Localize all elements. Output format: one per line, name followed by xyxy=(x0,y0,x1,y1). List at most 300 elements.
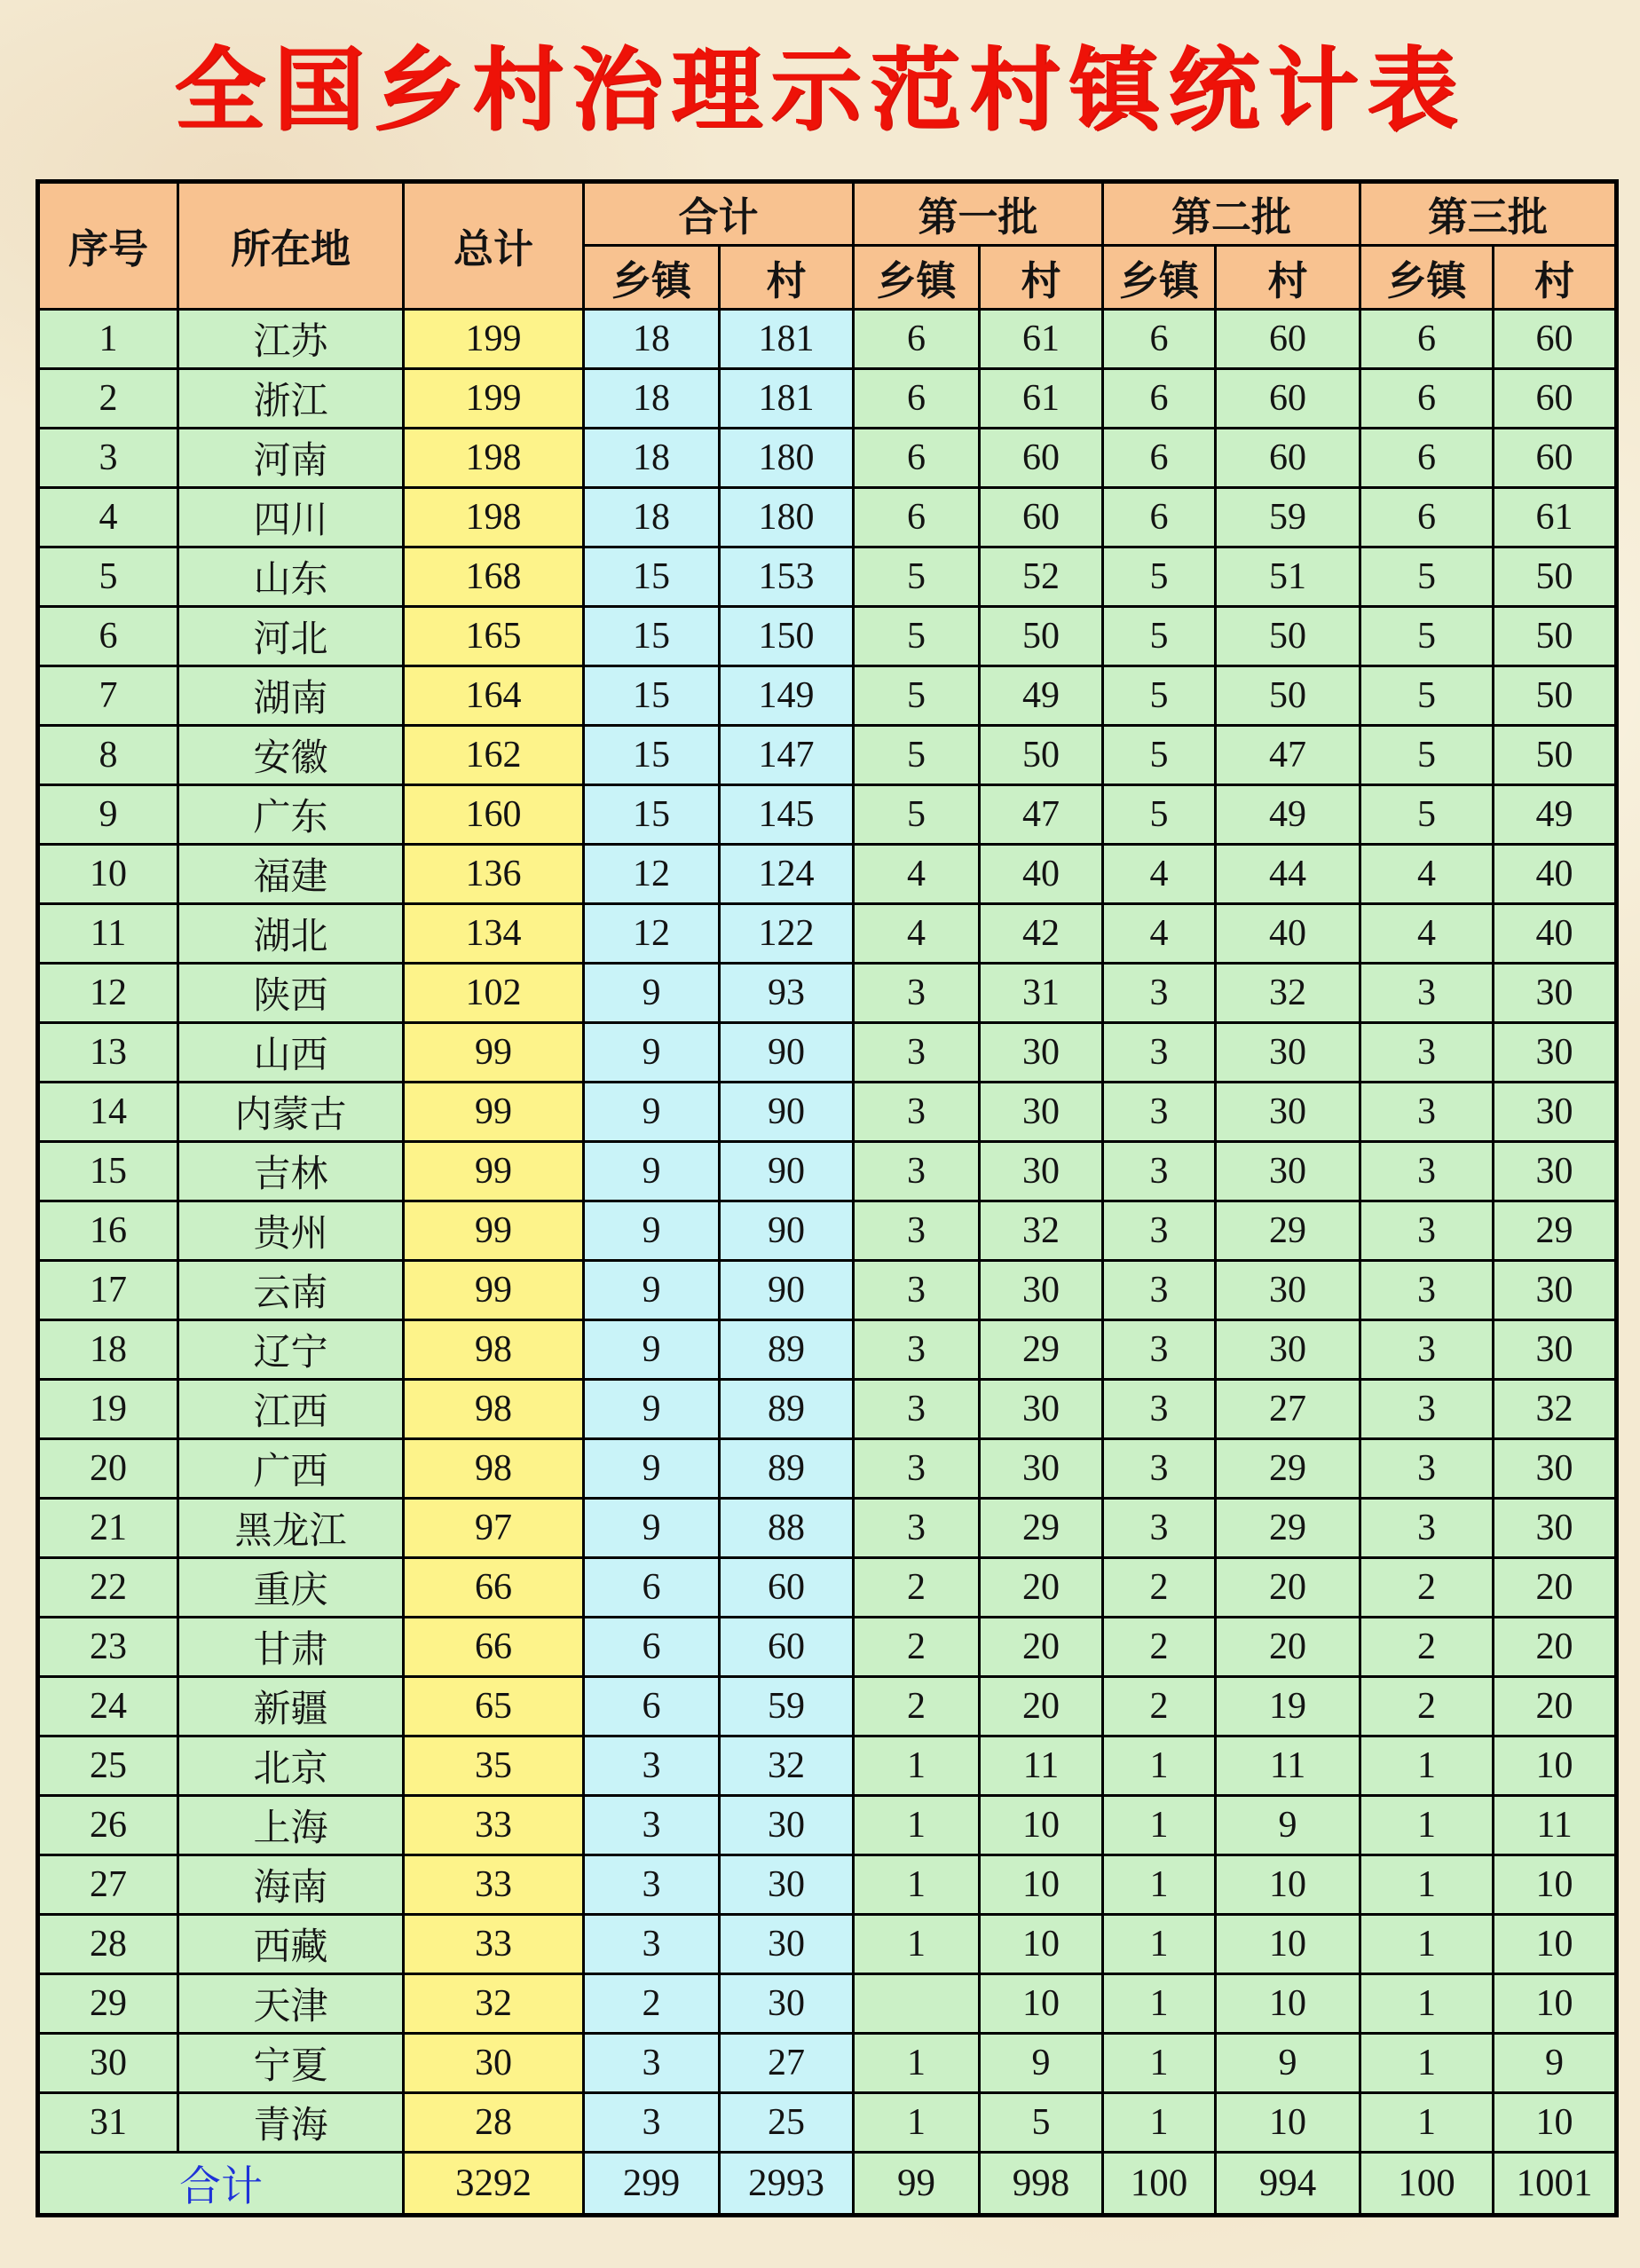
batch1-township-cell: 6 xyxy=(854,309,980,368)
grand-total-cell: 97 xyxy=(404,1498,584,1557)
batch1-township-cell: 3 xyxy=(854,1260,980,1319)
batch1-village-cell: 20 xyxy=(980,1617,1103,1676)
province-cell: 吉林 xyxy=(178,1141,404,1201)
serial-cell: 4 xyxy=(38,487,178,547)
province-cell: 山东 xyxy=(178,547,404,606)
grand-total-cell: 160 xyxy=(404,784,584,844)
grand-total-cell: 198 xyxy=(404,487,584,547)
serial-cell: 3 xyxy=(38,428,178,487)
grand-total-cell: 164 xyxy=(404,665,584,725)
serial-cell: 14 xyxy=(38,1082,178,1141)
batch3-village-cell: 30 xyxy=(1494,1319,1617,1379)
batch2-village-cell: 20 xyxy=(1216,1557,1360,1617)
heji-village-cell: 89 xyxy=(720,1438,854,1498)
grand-total-cell: 28 xyxy=(404,2092,584,2152)
batch1-village-cell: 40 xyxy=(980,844,1103,903)
batch1-township-cell: 2 xyxy=(854,1617,980,1676)
batch2-township-cell: 6 xyxy=(1103,368,1216,428)
batch3-village-cell: 30 xyxy=(1494,1498,1617,1557)
heji-village-cell: 181 xyxy=(720,368,854,428)
province-cell: 上海 xyxy=(178,1795,404,1855)
batch3-village-cell: 30 xyxy=(1494,1438,1617,1498)
batch1-township-cell: 3 xyxy=(854,1141,980,1201)
batch2-township-cell: 3 xyxy=(1103,1201,1216,1260)
batch2-village-cell: 50 xyxy=(1216,665,1360,725)
batch1-village-cell: 60 xyxy=(980,428,1103,487)
grand-total-cell: 65 xyxy=(404,1676,584,1736)
header-batch2-township: 乡镇 xyxy=(1103,245,1216,309)
batch2-township-cell: 3 xyxy=(1103,963,1216,1022)
heji-township-cell: 12 xyxy=(584,903,720,963)
grand-total-cell: 198 xyxy=(404,428,584,487)
batch3-township-cell: 5 xyxy=(1360,784,1494,844)
header-group-batch2: 第二批 xyxy=(1103,181,1360,245)
province-cell: 山西 xyxy=(178,1022,404,1082)
batch2-township-cell: 3 xyxy=(1103,1379,1216,1438)
batch2-township-cell: 3 xyxy=(1103,1022,1216,1082)
batch2-township-cell: 1 xyxy=(1103,2033,1216,2092)
batch1-township-cell: 3 xyxy=(854,1498,980,1557)
batch3-village-cell: 61 xyxy=(1494,487,1617,547)
batch1-village-cell: 30 xyxy=(980,1022,1103,1082)
table-row xyxy=(38,547,1617,606)
heji-township-cell: 3 xyxy=(584,1914,720,1973)
province-cell: 广西 xyxy=(178,1438,404,1498)
total-batch2-township: 100 xyxy=(1103,2152,1216,2215)
batch2-township-cell: 2 xyxy=(1103,1557,1216,1617)
heji-village-cell: 60 xyxy=(720,1617,854,1676)
batch1-township-cell: 1 xyxy=(854,1736,980,1795)
batch3-village-cell: 30 xyxy=(1494,1260,1617,1319)
header-group-heji: 合计 xyxy=(584,181,854,245)
batch3-township-cell: 3 xyxy=(1360,1319,1494,1379)
table-row xyxy=(38,725,1617,784)
batch2-village-cell: 30 xyxy=(1216,1141,1360,1201)
batch1-village-cell: 61 xyxy=(980,309,1103,368)
batch1-township-cell: 5 xyxy=(854,665,980,725)
batch1-township-cell: 3 xyxy=(854,1379,980,1438)
batch1-township-cell: 1 xyxy=(854,2033,980,2092)
heji-village-cell: 181 xyxy=(720,309,854,368)
batch1-township-cell: 4 xyxy=(854,903,980,963)
grand-total-cell: 165 xyxy=(404,606,584,665)
heji-township-cell: 3 xyxy=(584,1795,720,1855)
total-row xyxy=(38,2152,1617,2215)
serial-cell: 31 xyxy=(38,2092,178,2152)
batch3-village-cell: 10 xyxy=(1494,1855,1617,1914)
batch3-village-cell: 10 xyxy=(1494,1973,1617,2033)
grand-total-cell: 99 xyxy=(404,1141,584,1201)
serial-cell: 28 xyxy=(38,1914,178,1973)
heji-township-cell: 18 xyxy=(584,428,720,487)
table-row xyxy=(38,428,1617,487)
batch2-village-cell: 10 xyxy=(1216,1855,1360,1914)
heji-village-cell: 27 xyxy=(720,2033,854,2092)
batch2-village-cell: 47 xyxy=(1216,725,1360,784)
table-row xyxy=(38,2033,1617,2092)
total-label: 合计 xyxy=(38,2152,404,2215)
batch2-village-cell: 10 xyxy=(1216,1914,1360,1973)
header-batch2-village: 村 xyxy=(1216,245,1360,309)
total-batch1-township: 99 xyxy=(854,2152,980,2215)
table-row xyxy=(38,1617,1617,1676)
batch3-township-cell: 1 xyxy=(1360,2033,1494,2092)
heji-township-cell: 15 xyxy=(584,725,720,784)
batch1-village-cell: 50 xyxy=(980,606,1103,665)
heji-village-cell: 180 xyxy=(720,428,854,487)
table-row xyxy=(38,1973,1617,2033)
batch1-township-cell: 3 xyxy=(854,1438,980,1498)
table-row xyxy=(38,1319,1617,1379)
header-group-row xyxy=(38,181,1617,245)
batch2-township-cell: 3 xyxy=(1103,1082,1216,1141)
total-heji-village: 2993 xyxy=(720,2152,854,2215)
province-cell: 海南 xyxy=(178,1855,404,1914)
heji-village-cell: 32 xyxy=(720,1736,854,1795)
batch2-village-cell: 59 xyxy=(1216,487,1360,547)
batch3-village-cell: 10 xyxy=(1494,2092,1617,2152)
serial-cell: 30 xyxy=(38,2033,178,2092)
batch3-township-cell: 1 xyxy=(1360,2092,1494,2152)
batch1-township-cell: 5 xyxy=(854,725,980,784)
table-row xyxy=(38,487,1617,547)
heji-village-cell: 90 xyxy=(720,1141,854,1201)
table-row xyxy=(38,2092,1617,2152)
batch1-township-cell: 6 xyxy=(854,428,980,487)
table-header xyxy=(38,181,1617,309)
batch1-township-cell: 5 xyxy=(854,784,980,844)
header-batch3-township: 乡镇 xyxy=(1360,245,1494,309)
batch3-village-cell: 20 xyxy=(1494,1557,1617,1617)
batch3-township-cell: 3 xyxy=(1360,1022,1494,1082)
batch3-village-cell: 40 xyxy=(1494,903,1617,963)
header-location: 所在地 xyxy=(178,181,404,309)
heji-township-cell: 3 xyxy=(584,2033,720,2092)
province-cell: 新疆 xyxy=(178,1676,404,1736)
grand-total-cell: 99 xyxy=(404,1260,584,1319)
province-cell: 河北 xyxy=(178,606,404,665)
batch3-village-cell: 30 xyxy=(1494,1141,1617,1201)
batch1-township-cell: 3 xyxy=(854,963,980,1022)
grand-total-cell: 102 xyxy=(404,963,584,1022)
batch1-township-cell: 1 xyxy=(854,1855,980,1914)
province-cell: 青海 xyxy=(178,2092,404,2152)
serial-cell: 16 xyxy=(38,1201,178,1260)
batch2-village-cell: 40 xyxy=(1216,903,1360,963)
serial-cell: 12 xyxy=(38,963,178,1022)
table-body xyxy=(38,309,1617,2152)
province-cell: 湖南 xyxy=(178,665,404,725)
heji-village-cell: 93 xyxy=(720,963,854,1022)
province-cell: 内蒙古 xyxy=(178,1082,404,1141)
heji-township-cell: 15 xyxy=(584,606,720,665)
batch3-township-cell: 1 xyxy=(1360,1973,1494,2033)
heji-township-cell: 9 xyxy=(584,1498,720,1557)
serial-cell: 9 xyxy=(38,784,178,844)
grand-total-cell: 136 xyxy=(404,844,584,903)
header-heji-village: 村 xyxy=(720,245,854,309)
header-group-batch3: 第三批 xyxy=(1360,181,1617,245)
batch2-township-cell: 3 xyxy=(1103,1319,1216,1379)
batch3-township-cell: 3 xyxy=(1360,1141,1494,1201)
batch3-village-cell: 50 xyxy=(1494,547,1617,606)
total-grand: 3292 xyxy=(404,2152,584,2215)
batch3-village-cell: 30 xyxy=(1494,1082,1617,1141)
heji-township-cell: 18 xyxy=(584,368,720,428)
heji-township-cell: 15 xyxy=(584,547,720,606)
batch2-township-cell: 5 xyxy=(1103,606,1216,665)
serial-cell: 1 xyxy=(38,309,178,368)
batch3-township-cell: 5 xyxy=(1360,665,1494,725)
batch3-village-cell: 32 xyxy=(1494,1379,1617,1438)
serial-cell: 13 xyxy=(38,1022,178,1082)
batch1-village-cell: 30 xyxy=(980,1082,1103,1141)
batch1-village-cell: 29 xyxy=(980,1319,1103,1379)
province-cell: 辽宁 xyxy=(178,1319,404,1379)
batch2-village-cell: 60 xyxy=(1216,368,1360,428)
batch2-township-cell: 2 xyxy=(1103,1676,1216,1736)
batch1-township-cell: 5 xyxy=(854,547,980,606)
province-cell: 江西 xyxy=(178,1379,404,1438)
province-cell: 贵州 xyxy=(178,1201,404,1260)
serial-cell: 10 xyxy=(38,844,178,903)
batch2-township-cell: 3 xyxy=(1103,1438,1216,1498)
grand-total-cell: 98 xyxy=(404,1438,584,1498)
heji-village-cell: 90 xyxy=(720,1022,854,1082)
header-grand-total: 总计 xyxy=(404,181,584,309)
batch2-township-cell: 3 xyxy=(1103,1260,1216,1319)
batch2-village-cell: 60 xyxy=(1216,428,1360,487)
grand-total-cell: 99 xyxy=(404,1082,584,1141)
batch1-village-cell: 50 xyxy=(980,725,1103,784)
batch3-village-cell: 30 xyxy=(1494,963,1617,1022)
grand-total-cell: 33 xyxy=(404,1914,584,1973)
province-cell: 重庆 xyxy=(178,1557,404,1617)
heji-township-cell: 6 xyxy=(584,1557,720,1617)
batch3-township-cell: 3 xyxy=(1360,1082,1494,1141)
heji-township-cell: 9 xyxy=(584,1082,720,1141)
batch2-village-cell: 30 xyxy=(1216,1022,1360,1082)
batch1-township-cell: 3 xyxy=(854,1082,980,1141)
heji-township-cell: 6 xyxy=(584,1676,720,1736)
grand-total-cell: 32 xyxy=(404,1973,584,2033)
province-cell: 黑龙江 xyxy=(178,1498,404,1557)
table-row xyxy=(38,1022,1617,1082)
serial-cell: 5 xyxy=(38,547,178,606)
table-row xyxy=(38,1914,1617,1973)
grand-total-cell: 33 xyxy=(404,1855,584,1914)
grand-total-cell: 35 xyxy=(404,1736,584,1795)
batch2-village-cell: 32 xyxy=(1216,963,1360,1022)
serial-cell: 22 xyxy=(38,1557,178,1617)
batch1-village-cell: 42 xyxy=(980,903,1103,963)
serial-cell: 7 xyxy=(38,665,178,725)
batch1-village-cell: 29 xyxy=(980,1498,1103,1557)
serial-cell: 8 xyxy=(38,725,178,784)
batch3-township-cell: 2 xyxy=(1360,1676,1494,1736)
batch2-village-cell: 11 xyxy=(1216,1736,1360,1795)
province-cell: 天津 xyxy=(178,1973,404,2033)
table-row xyxy=(38,844,1617,903)
heji-village-cell: 90 xyxy=(720,1201,854,1260)
table-row xyxy=(38,665,1617,725)
heji-village-cell: 25 xyxy=(720,2092,854,2152)
table-row xyxy=(38,368,1617,428)
grand-total-cell: 98 xyxy=(404,1319,584,1379)
table-row xyxy=(38,1082,1617,1141)
heji-township-cell: 12 xyxy=(584,844,720,903)
batch3-village-cell: 40 xyxy=(1494,844,1617,903)
serial-cell: 25 xyxy=(38,1736,178,1795)
province-cell: 云南 xyxy=(178,1260,404,1319)
batch1-village-cell: 10 xyxy=(980,1855,1103,1914)
batch2-township-cell: 1 xyxy=(1103,1973,1216,2033)
batch3-township-cell: 3 xyxy=(1360,1201,1494,1260)
heji-village-cell: 150 xyxy=(720,606,854,665)
batch3-village-cell: 60 xyxy=(1494,368,1617,428)
batch3-township-cell: 6 xyxy=(1360,428,1494,487)
batch2-township-cell: 1 xyxy=(1103,1795,1216,1855)
table-row xyxy=(38,1855,1617,1914)
batch3-township-cell: 3 xyxy=(1360,963,1494,1022)
heji-village-cell: 90 xyxy=(720,1082,854,1141)
heji-village-cell: 30 xyxy=(720,1795,854,1855)
heji-village-cell: 60 xyxy=(720,1557,854,1617)
batch3-township-cell: 1 xyxy=(1360,1914,1494,1973)
table-row xyxy=(38,1201,1617,1260)
batch3-village-cell: 60 xyxy=(1494,428,1617,487)
province-cell: 河南 xyxy=(178,428,404,487)
batch1-township-cell: 1 xyxy=(854,2092,980,2152)
batch3-township-cell: 4 xyxy=(1360,844,1494,903)
heji-village-cell: 89 xyxy=(720,1379,854,1438)
grand-total-cell: 199 xyxy=(404,309,584,368)
province-cell: 陕西 xyxy=(178,963,404,1022)
batch1-village-cell: 47 xyxy=(980,784,1103,844)
table-row xyxy=(38,1557,1617,1617)
grand-total-cell: 99 xyxy=(404,1022,584,1082)
batch1-township-cell: 3 xyxy=(854,1201,980,1260)
heji-township-cell: 9 xyxy=(584,1201,720,1260)
batch2-township-cell: 1 xyxy=(1103,1855,1216,1914)
serial-cell: 24 xyxy=(38,1676,178,1736)
total-batch2-village: 994 xyxy=(1216,2152,1360,2215)
heji-township-cell: 18 xyxy=(584,309,720,368)
serial-cell: 15 xyxy=(38,1141,178,1201)
batch2-village-cell: 29 xyxy=(1216,1201,1360,1260)
batch1-village-cell: 30 xyxy=(980,1379,1103,1438)
table-row xyxy=(38,1379,1617,1438)
batch1-township-cell: 4 xyxy=(854,844,980,903)
header-batch3-village: 村 xyxy=(1494,245,1617,309)
batch1-village-cell: 20 xyxy=(980,1557,1103,1617)
batch1-township-cell xyxy=(854,1973,980,2033)
batch3-township-cell: 3 xyxy=(1360,1498,1494,1557)
heji-township-cell: 9 xyxy=(584,1260,720,1319)
batch1-village-cell: 30 xyxy=(980,1260,1103,1319)
heji-township-cell: 15 xyxy=(584,665,720,725)
province-cell: 江苏 xyxy=(178,309,404,368)
serial-cell: 23 xyxy=(38,1617,178,1676)
batch3-village-cell: 60 xyxy=(1494,309,1617,368)
table-row xyxy=(38,309,1617,368)
batch1-township-cell: 6 xyxy=(854,487,980,547)
province-cell: 甘肃 xyxy=(178,1617,404,1676)
total-batch1-village: 998 xyxy=(980,2152,1103,2215)
page-title: 全国乡村治理示范村镇统计表 xyxy=(174,42,1466,142)
batch2-village-cell: 50 xyxy=(1216,606,1360,665)
batch3-village-cell: 49 xyxy=(1494,784,1617,844)
batch1-village-cell: 61 xyxy=(980,368,1103,428)
serial-cell: 27 xyxy=(38,1855,178,1914)
statistics-table xyxy=(35,179,1619,2217)
serial-cell: 20 xyxy=(38,1438,178,1498)
batch2-village-cell: 29 xyxy=(1216,1498,1360,1557)
grand-total-cell: 30 xyxy=(404,2033,584,2092)
grand-total-cell: 162 xyxy=(404,725,584,784)
batch2-village-cell: 9 xyxy=(1216,1795,1360,1855)
batch2-township-cell: 4 xyxy=(1103,844,1216,903)
batch2-village-cell: 9 xyxy=(1216,2033,1360,2092)
heji-township-cell: 18 xyxy=(584,487,720,547)
batch3-township-cell: 3 xyxy=(1360,1438,1494,1498)
batch1-township-cell: 1 xyxy=(854,1914,980,1973)
header-heji-township: 乡镇 xyxy=(584,245,720,309)
batch1-village-cell: 9 xyxy=(980,2033,1103,2092)
batch3-village-cell: 29 xyxy=(1494,1201,1617,1260)
batch1-village-cell: 49 xyxy=(980,665,1103,725)
batch1-village-cell: 32 xyxy=(980,1201,1103,1260)
batch3-township-cell: 1 xyxy=(1360,1855,1494,1914)
province-cell: 浙江 xyxy=(178,368,404,428)
header-batch1-village: 村 xyxy=(980,245,1103,309)
batch3-township-cell: 6 xyxy=(1360,309,1494,368)
serial-cell: 26 xyxy=(38,1795,178,1855)
batch3-township-cell: 6 xyxy=(1360,487,1494,547)
grand-total-cell: 199 xyxy=(404,368,584,428)
batch1-village-cell: 5 xyxy=(980,2092,1103,2152)
batch1-township-cell: 1 xyxy=(854,1795,980,1855)
table-row xyxy=(38,1141,1617,1201)
grand-total-cell: 66 xyxy=(404,1617,584,1676)
batch1-village-cell: 11 xyxy=(980,1736,1103,1795)
grand-total-cell: 66 xyxy=(404,1557,584,1617)
batch3-village-cell: 9 xyxy=(1494,2033,1617,2092)
batch2-village-cell: 30 xyxy=(1216,1082,1360,1141)
heji-village-cell: 153 xyxy=(720,547,854,606)
total-heji-township: 299 xyxy=(584,2152,720,2215)
total-batch3-township: 100 xyxy=(1360,2152,1494,2215)
serial-cell: 2 xyxy=(38,368,178,428)
heji-village-cell: 147 xyxy=(720,725,854,784)
batch2-township-cell: 2 xyxy=(1103,1617,1216,1676)
batch2-township-cell: 3 xyxy=(1103,1141,1216,1201)
header-group-batch1: 第一批 xyxy=(854,181,1103,245)
batch3-township-cell: 5 xyxy=(1360,725,1494,784)
table-row xyxy=(38,963,1617,1022)
batch3-village-cell: 50 xyxy=(1494,606,1617,665)
batch3-township-cell: 5 xyxy=(1360,547,1494,606)
serial-cell: 29 xyxy=(38,1973,178,2033)
batch1-village-cell: 31 xyxy=(980,963,1103,1022)
heji-village-cell: 90 xyxy=(720,1260,854,1319)
heji-township-cell: 9 xyxy=(584,963,720,1022)
batch3-township-cell: 5 xyxy=(1360,606,1494,665)
heji-township-cell: 6 xyxy=(584,1617,720,1676)
batch1-village-cell: 20 xyxy=(980,1676,1103,1736)
batch3-township-cell: 3 xyxy=(1360,1379,1494,1438)
batch3-village-cell: 30 xyxy=(1494,1022,1617,1082)
